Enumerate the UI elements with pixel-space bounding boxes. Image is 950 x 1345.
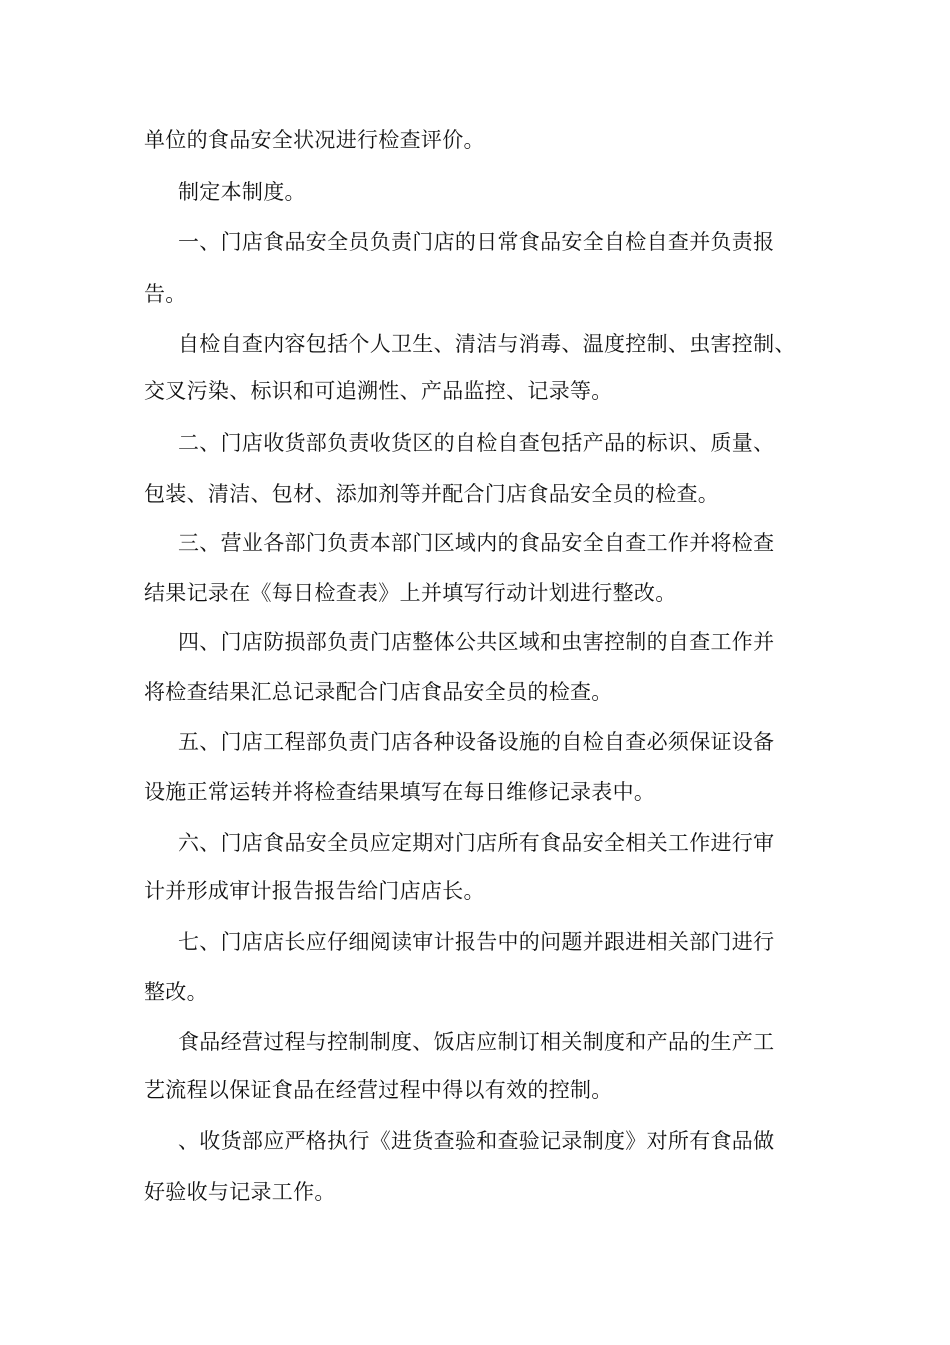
text-line: 交叉污染、标识和可追溯性、产品监控、记录等。	[144, 379, 613, 403]
text-line: 一、门店食品安全员负责门店的日常食品安全自检自查并负责报	[178, 230, 775, 254]
text-line: 设施正常运转并将检查结果填写在每日维修记录表中。	[144, 780, 656, 804]
text-line: 三、营业各部门负责本部门区域内的食品安全自查工作并将检查	[178, 531, 775, 555]
text-line: 包装、清洁、包材、添加剂等并配合门店食品安全员的检查。	[144, 482, 720, 506]
text-line: 结果记录在《每日检查表》上并填写行动计划进行整改。	[144, 581, 677, 605]
text-line: 制定本制度。	[178, 180, 306, 204]
text-line: 五、门店工程部负责门店各种设备设施的自检自查必须保证设备	[178, 730, 775, 754]
text-line: 四、门店防损部负责门店整体公共区域和虫害控制的自查工作并	[178, 630, 775, 654]
text-line: 食品经营过程与控制制度、饭店应制订相关制度和产品的生产工	[178, 1030, 775, 1054]
text-line: 、收货部应严格执行《进货查验和查验记录制度》对所有食品做	[178, 1129, 775, 1153]
text-line: 将检查结果汇总记录配合门店食品安全员的检查。	[144, 680, 613, 704]
text-line: 自检自查内容包括个人卫生、清洁与消毒、温度控制、虫害控制、	[178, 332, 796, 356]
text-line: 二、门店收货部负责收货区的自检自查包括产品的标识、质量、	[178, 431, 775, 455]
text-line: 告。	[144, 282, 187, 306]
text-line: 计并形成审计报告报告给门店店长。	[144, 879, 485, 903]
text-line: 单位的食品安全状况进行检查评价。	[144, 128, 485, 152]
text-line: 艺流程以保证食品在经营过程中得以有效的控制。	[144, 1078, 613, 1102]
text-line: 好验收与记录工作。	[144, 1180, 336, 1204]
text-line: 七、门店店长应仔细阅读审计报告中的问题并跟进相关部门进行	[178, 930, 775, 954]
text-line: 整改。	[144, 980, 208, 1004]
text-line: 六、门店食品安全员应定期对门店所有食品安全相关工作进行审	[178, 831, 775, 855]
